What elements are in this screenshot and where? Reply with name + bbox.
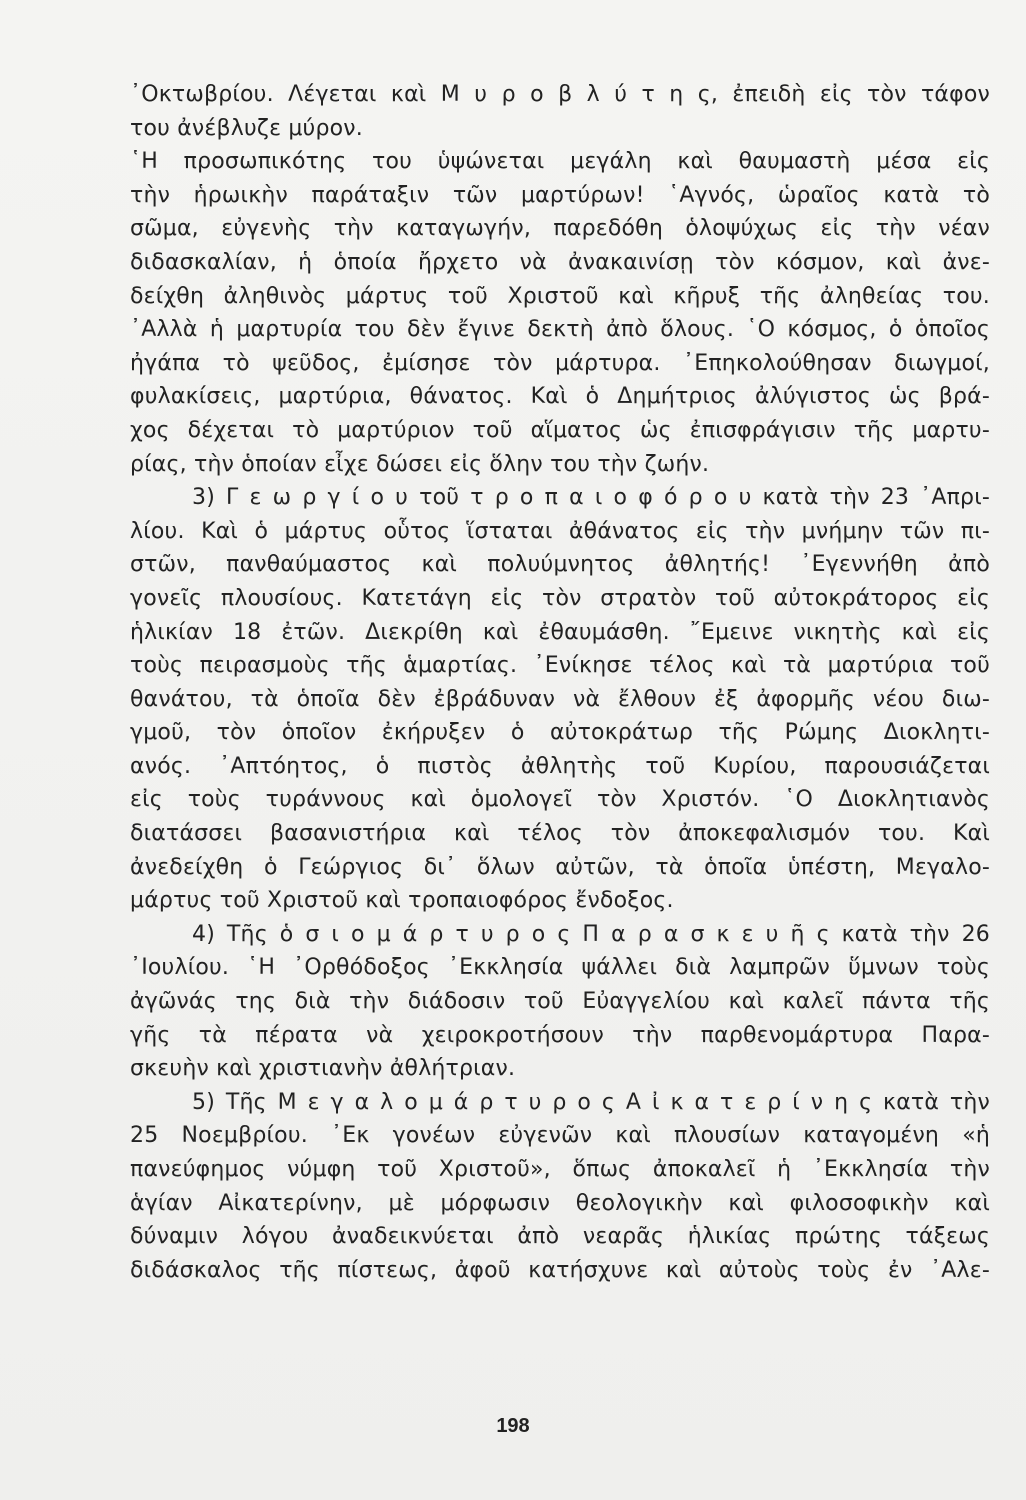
text-line: διδάσκαλος τῆς πίστεως, ἀφοῦ κατήσχυνε καὶ αὐτοὺς τοὺς ἐν ᾽Αλε- xyxy=(130,1257,990,1283)
text-line: διδασκαλίαν, ἡ ὁποία ἤρχετο νὰ ἀνακαινίσῃ τὸν κόσμον, καὶ ἀνε- xyxy=(130,249,990,275)
text-line: γμοῦ, τὸν ὁποῖον ἐκήρυξεν ὁ αὐτοκράτωρ τῆς Ρώμης Διοκλητι- xyxy=(130,720,990,746)
text-line: ᾽Ιουλίου. ῾Η ᾽Ορθόδοξος ᾽Εκκλησία ψάλλει διὰ λαμπρῶν ὕμνων τοὺς xyxy=(130,955,990,981)
text-line: πανεύφημος νύμφη τοῦ Χριστοῦ», ὅπως ἀποκαλεῖ ἡ ᾽Εκκλησία τὴν xyxy=(130,1157,990,1182)
text-line: ανός. ᾽Απτόητος, ὁ πιστὸς ἀθλητὴς τοῦ Κυρίου, παρουσιάζεται xyxy=(130,753,990,779)
text-line: σῶμα, εὐγενὴς τὴν καταγωγήν, παρεδόθη ὁλοψύχως εἰς τὴν νέαν xyxy=(130,216,990,242)
text-line: 25 Νοεμβρίου. ᾽Εκ γονέων εὐγενῶν καὶ πλουσίων καταγομένη «ἡ xyxy=(130,1123,990,1149)
text-line: 5) Τῆς Μ ε γ α λ ο μ ά ρ τ υ ρ ο ς Α ἰ κ α τ ε ρ ί ν η ς κατὰ τὴν xyxy=(192,1089,990,1115)
text-line: ἁγίαν Αἰκατερίνην, μὲ μόρφωσιν θεολογικὴν καὶ φιλοσοφικὴν καὶ xyxy=(130,1190,990,1216)
body-text xyxy=(130,78,990,1287)
text-line: γονεῖς πλουσίους. Κατετάγη εἰς τὸν στρατὸν τοῦ αὐτοκράτορος εἰς xyxy=(130,585,990,611)
text-line: ρίας, τὴν ὁποίαν εἶχε δώσει εἰς ὅλην του τὴν ζωήν. xyxy=(130,451,710,477)
text-line: 3) Γ ε ω ρ γ ί ο υ τοῦ τ ρ ο π α ι ο φ ό ρ ο υ κατὰ τὴν 23 ᾽Απρι- xyxy=(192,485,990,511)
text-line: θανάτου, τὰ ὁποῖα δὲν ἐβράδυναν νὰ ἔλθουν ἐξ ἀφορμῆς νέου διω- xyxy=(130,686,990,712)
text-line: χος δέχεται τὸ μαρτύριον τοῦ αἵματος ὡς ἐπισφράγισιν τῆς μαρτυ- xyxy=(130,417,990,443)
page-number: 198 xyxy=(496,1415,530,1437)
text-line: διατάσσει βασανιστήρια καὶ τέλος τὸν ἀποκεφαλισμόν του. Καὶ xyxy=(130,821,990,847)
text-line: φυλακίσεις, μαρτύρια, θάνατος. Καὶ ὁ Δημήτριος ἀλύγιστος ὡς βρά- xyxy=(130,384,990,410)
text-line: ἀγῶνάς της διὰ τὴν διάδοσιν τοῦ Εὐαγγελίου καὶ καλεῖ πάντα τῆς xyxy=(130,989,990,1015)
text-line: γῆς τὰ πέρατα νὰ χειροκροτήσουν τὴν παρθενομάρτυρα Παρα- xyxy=(130,1022,990,1048)
text-line: εἰς τοὺς τυράννους καὶ ὁμολογεῖ τὸν Χριστόν. ῾Ο Διοκλητιανὸς xyxy=(130,787,990,813)
text-line: του ἀνέβλυζε μύρον. xyxy=(130,115,363,141)
text-line: ῾Η προσωπικότης του ὑψώνεται μεγάλη καὶ θαυμαστὴ μέσα εἰς xyxy=(130,149,990,175)
text-line: τὴν ἡρωικὴν παράταξιν τῶν μαρτύρων! ῾Αγνός, ὡραῖος κατὰ τὸ xyxy=(130,182,990,208)
text-line: στῶν, πανθαύμαστος καὶ πολυύμνητος ἀθλητής! ᾽Εγεννήθη ἀπὸ xyxy=(130,552,990,578)
text-line: σκευὴν καὶ χριστιανὴν ἀθλήτριαν. xyxy=(130,1056,516,1082)
text-line: ἡλικίαν 18 ἐτῶν. Διεκρίθη καὶ ἐθαυμάσθη. ῎Εμεινε νικητὴς καὶ εἰς xyxy=(130,619,990,645)
text-line: ἀνεδείχθη ὁ Γεώργιος δι᾽ ὅλων αὐτῶν, τὰ ὁποῖα ὑπέστη, Μεγαλο- xyxy=(130,854,990,880)
text-line: δύναμιν λόγου ἀναδεικνύεται ἀπὸ νεαρᾶς ἡλικίας πρώτης τάξεως xyxy=(130,1224,990,1250)
text-line: λίου. Καὶ ὁ μάρτυς οὗτος ἵσταται ἀθάνατος εἰς τὴν μνήμην τῶν πι- xyxy=(130,518,990,544)
text-line: ᾽Αλλὰ ἡ μαρτυρία του δὲν ἔγινε δεκτὴ ἀπὸ ὅλους. ῾Ο κόσμος, ὁ ὁποῖος xyxy=(130,317,990,343)
text-line: δείχθη ἀληθινὸς μάρτυς τοῦ Χριστοῦ καὶ κῆρυξ τῆς ἀληθείας του. xyxy=(130,283,990,309)
text-line: ἠγάπα τὸ ψεῦδος, ἐμίσησε τὸν μάρτυρα. ᾽Επηκολούθησαν διωγμοί, xyxy=(130,350,990,376)
text-line: ᾽Οκτωβρίου. Λέγεται καὶ Μ υ ρ ο β λ ύ τ η ς, ἐπειδὴ εἰς τὸν τάφον xyxy=(130,82,990,107)
text-line: μάρτυς τοῦ Χριστοῦ καὶ τροπαιοφόρος ἔνδοξος. xyxy=(130,888,674,914)
text-line: τοὺς πειρασμοὺς τῆς ἁμαρτίας. ᾽Ενίκησε τέλος καὶ τὰ μαρτύρια τοῦ xyxy=(130,653,990,679)
text-line: 4) Τῆς ὁ σ ι ο μ ά ρ τ υ ρ ο ς Π α ρ α σ κ ε υ ῆ ς κατὰ τὴν 26 xyxy=(192,921,990,947)
